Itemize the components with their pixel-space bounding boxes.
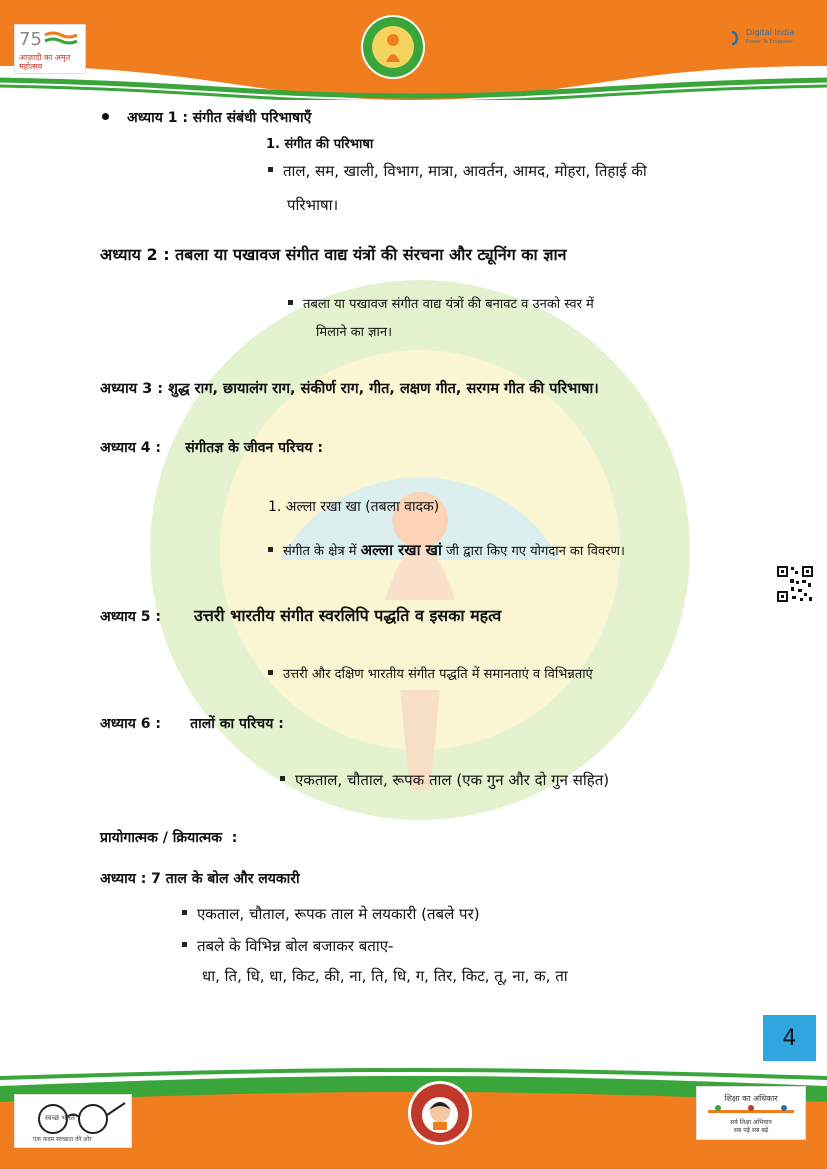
azadi-ka-amrit-mahotsav-logo [14, 24, 86, 74]
square-bullet-icon [280, 776, 285, 781]
qr-code-icon[interactable] [776, 565, 814, 603]
chapter-1-subheading: 1. संगीत की परिभाषा [266, 137, 374, 152]
digital-india-tagline: Power To Empower [746, 39, 794, 45]
azadi-logo-text: आज़ादी का अमृत महोत्सव [19, 53, 71, 71]
rte-tagline: सब पढ़ें सब बढ़ें [733, 1126, 769, 1134]
chapter-2-item-text: तबला या पखावज संगीत वाद्य यंत्रों की बनावट व उनको स्वर में [303, 297, 594, 312]
square-bullet-icon [288, 300, 293, 305]
chapter-5-title: उत्तरी भारतीय संगीत स्वरलिपि पद्धति व इसका महत्व [194, 606, 502, 625]
chapter-4-heading: अध्याय 4 : संगीतज्ञ के जीवन परिचय : [100, 440, 323, 456]
chapter-6-heading: अध्याय 6 : तालों का परिचय : [100, 716, 284, 732]
swachh-bharat-tagline: एक कदम स्वच्छता की ओर [33, 1136, 92, 1143]
chapter-5-item [268, 664, 593, 682]
square-bullet-icon [268, 670, 273, 675]
svg-text:75: 75 [19, 29, 42, 50]
chapter-4-item-text-end: जी द्वारा किए गए योगदान का विवरण। [441, 544, 625, 559]
practical-heading: प्रायोगात्मक / क्रियात्मक : [100, 830, 238, 846]
chapter-5-heading [100, 604, 501, 626]
square-bullet-icon [182, 942, 187, 947]
digital-india-text: Digital India [746, 28, 795, 37]
chapter-7-bols: धा, ति, धि, धा, किट, की, ना, ति, धि, ग, तिर, किट, तू, ना, क, ता [202, 967, 568, 985]
chapter-1-item-line-2: परिभाषा। [287, 196, 339, 214]
chapter-1-item [268, 161, 647, 181]
chapter-4-item [268, 540, 625, 560]
chapter-2-heading: अध्याय 2 : तबला या पखावज संगीत वाद्य यंत्रों की संरचना और ट्यूनिंग का ज्ञान [100, 245, 567, 264]
beti-bachao-logo [407, 1080, 473, 1146]
page-number: 4 [763, 1015, 816, 1061]
chapter-1-heading [102, 108, 311, 127]
chapter-4-subheading: 1. अल्ला रखा खा (तबला वादक) [268, 499, 440, 515]
chapter-6-item-text: एकताल, चौताल, रूपक ताल (एक गुन और दो गुन सहित) [295, 771, 610, 789]
digital-india-logo [726, 22, 804, 58]
chapter-6-item [280, 770, 609, 790]
chapter-1-title: अध्याय 1 : संगीत संबंधी परिभाषाएँ [127, 110, 312, 126]
chapter-4-item-name: अल्ला रखा खां [360, 541, 442, 559]
shiksha-ka-adhikar-logo [696, 1086, 806, 1140]
chapter-7-item-2 [182, 936, 393, 956]
board-seal-logo [360, 14, 426, 80]
chapter-2-item-line-2: मिलाने का ज्ञान। [316, 325, 392, 340]
chapter-7-item-1 [182, 904, 480, 924]
chapter-4-item-text-start: संगीत के क्षेत्र में [283, 544, 361, 559]
rte-subtitle: सर्व शिक्षा अभियान [730, 1118, 772, 1126]
chapter-5-label: अध्याय 5 : [100, 609, 161, 625]
chapter-3-heading: अध्याय 3 : शुद्ध राग, छायालंग राग, संकीर्ण राग, गीत, लक्षण गीत, सरगम गीत की परिभाषा। [100, 381, 599, 397]
chapter-7-item-2-text: तबले के विभिन्न बोल बजाकर बताए- [197, 937, 394, 955]
page-header [0, 0, 827, 100]
chapter-2-item [288, 294, 594, 312]
square-bullet-icon [182, 910, 187, 915]
chapter-7-item-1-text: एकताल, चौताल, रूपक ताल मे लयकारी (तबले पर) [197, 905, 480, 923]
bullet-dot-icon [102, 113, 109, 120]
rte-title: शिक्षा का अधिकार [724, 1093, 778, 1103]
rte-children-icon [706, 1104, 796, 1118]
square-bullet-icon [268, 167, 273, 172]
swachh-bharat-logo [14, 1094, 132, 1148]
chapter-1-item-text: ताल, सम, खाली, विभाग, मात्रा, आवर्तन, आमद, मोहरा, तिहाई की [283, 162, 647, 180]
square-bullet-icon [268, 547, 273, 552]
chapter-5-item-text: उत्तरी और दक्षिण भारतीय संगीत पद्धति में समानताएं व विभिन्नताएं [283, 667, 593, 682]
chapter-7-heading: अध्याय : 7 ताल के बोल और लयकारी [100, 871, 300, 887]
swachh-bharat-text: स्वच्छ भारत [45, 1114, 75, 1122]
